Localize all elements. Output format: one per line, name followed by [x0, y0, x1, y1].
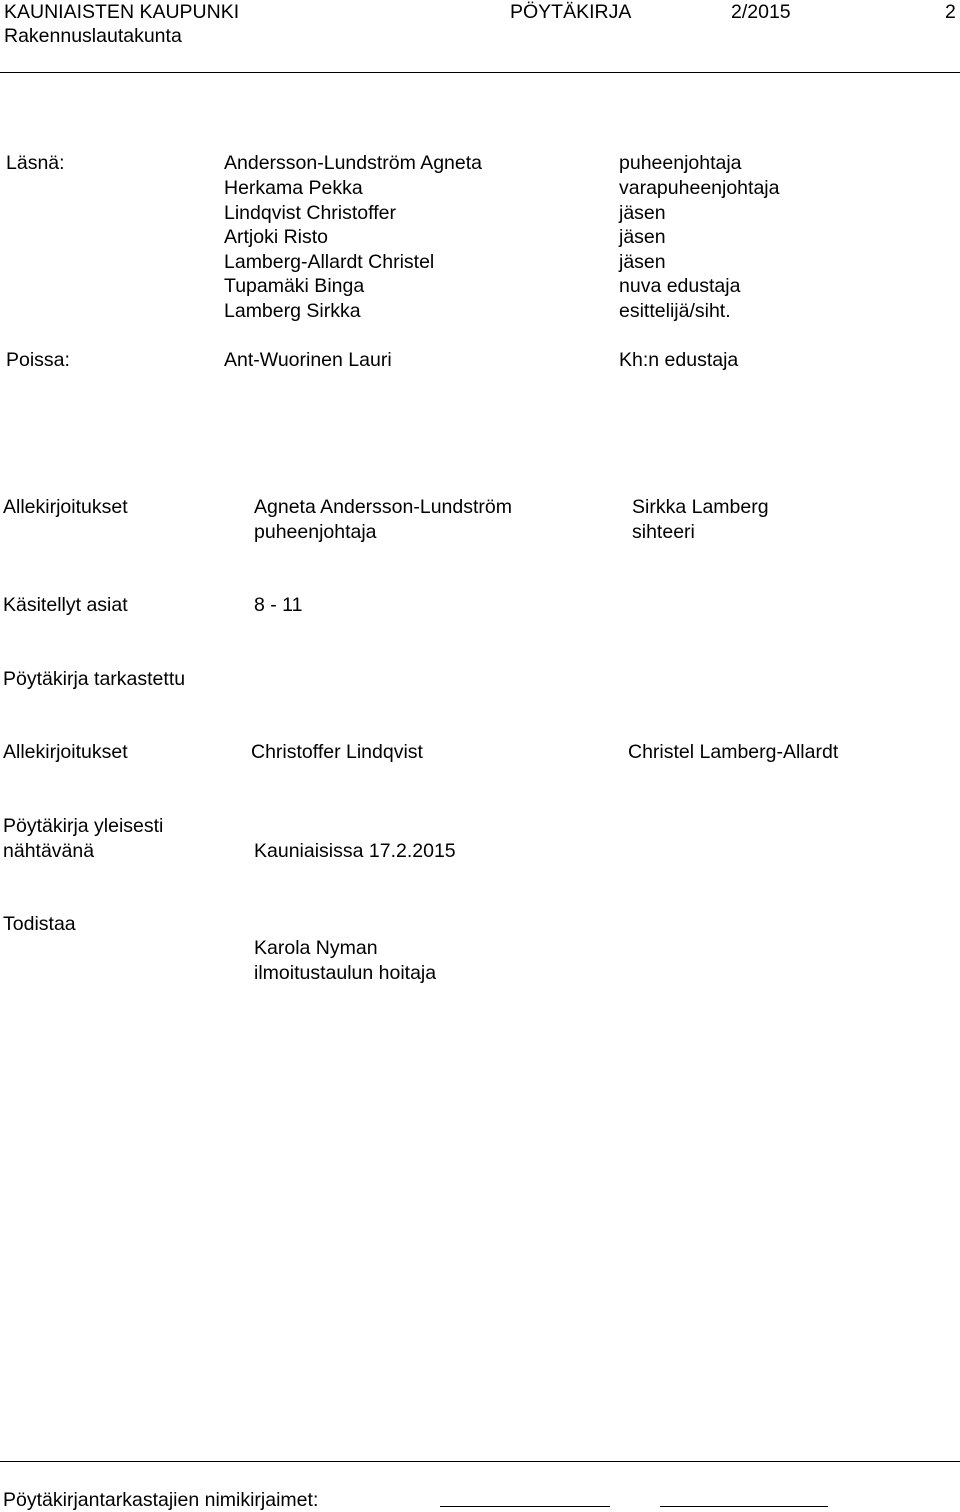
member-name: Artjoki Risto: [224, 226, 329, 248]
initials-signature-line-2: [660, 1506, 828, 1507]
items-value: 8 - 11: [254, 594, 303, 616]
member-name: Lamberg-Allardt Christel: [224, 251, 435, 273]
checker-signatures-label: Allekirjoitukset: [3, 741, 128, 763]
header-number: 2/2015: [731, 1, 791, 23]
header-doc-type: PÖYTÄKIRJA: [510, 1, 632, 23]
checker-1-name: Christoffer Lindqvist: [251, 741, 423, 763]
member-role: varapuheenjohtaja: [619, 177, 780, 199]
certifier-title: ilmoitustaulun hoitaja: [254, 962, 437, 984]
footer-initials-label: Pöytäkirjantarkastajien nimikirjaimet:: [3, 1489, 319, 1511]
member-name: Herkama Pekka: [224, 177, 363, 199]
initials-signature-line-1: [440, 1506, 610, 1507]
public-display-value: Kauniaisissa 17.2.2015: [254, 840, 456, 862]
member-role: jäsen: [619, 251, 666, 273]
items-label: Käsitellyt asiat: [3, 594, 128, 616]
checker-2-name: Christel Lamberg-Allardt: [628, 741, 839, 763]
certify-label: Todistaa: [3, 913, 76, 935]
header-city: KAUNIAISTEN KAUPUNKI: [4, 1, 240, 23]
header-board: Rakennuslautakunta: [4, 25, 182, 47]
footer-divider: [0, 1461, 960, 1462]
secretary-title: sihteeri: [632, 521, 695, 543]
header-divider: [0, 72, 960, 73]
member-name: Lamberg Sirkka: [224, 300, 361, 322]
absent-label: Poissa:: [6, 349, 70, 371]
chair-title: puheenjohtaja: [254, 521, 377, 543]
member-name: Andersson-Lundström Agneta: [224, 152, 482, 174]
public-display-label-line2: nähtävänä: [3, 840, 95, 862]
absent-role: Kh:n edustaja: [619, 349, 739, 371]
member-name: Lindqvist Christoffer: [224, 202, 396, 224]
public-display-label-line1: Pöytäkirja yleisesti: [3, 815, 164, 837]
member-role: jäsen: [619, 226, 666, 248]
header-page-number: 2: [945, 1, 956, 23]
absent-name: Ant-Wuorinen Lauri: [224, 349, 392, 371]
member-name: Tupamäki Binga: [224, 275, 365, 297]
signatures-label: Allekirjoitukset: [3, 496, 128, 518]
member-role: esittelijä/siht.: [619, 300, 731, 322]
member-role: puheenjohtaja: [619, 152, 742, 174]
checked-label: Pöytäkirja tarkastettu: [3, 668, 186, 690]
member-role: nuva edustaja: [619, 275, 741, 297]
secretary-name: Sirkka Lamberg: [632, 496, 769, 518]
member-role: jäsen: [619, 202, 666, 224]
certifier-name: Karola Nyman: [254, 937, 378, 959]
present-label: Läsnä:: [6, 152, 65, 174]
chair-name: Agneta Andersson-Lundström: [254, 496, 512, 518]
